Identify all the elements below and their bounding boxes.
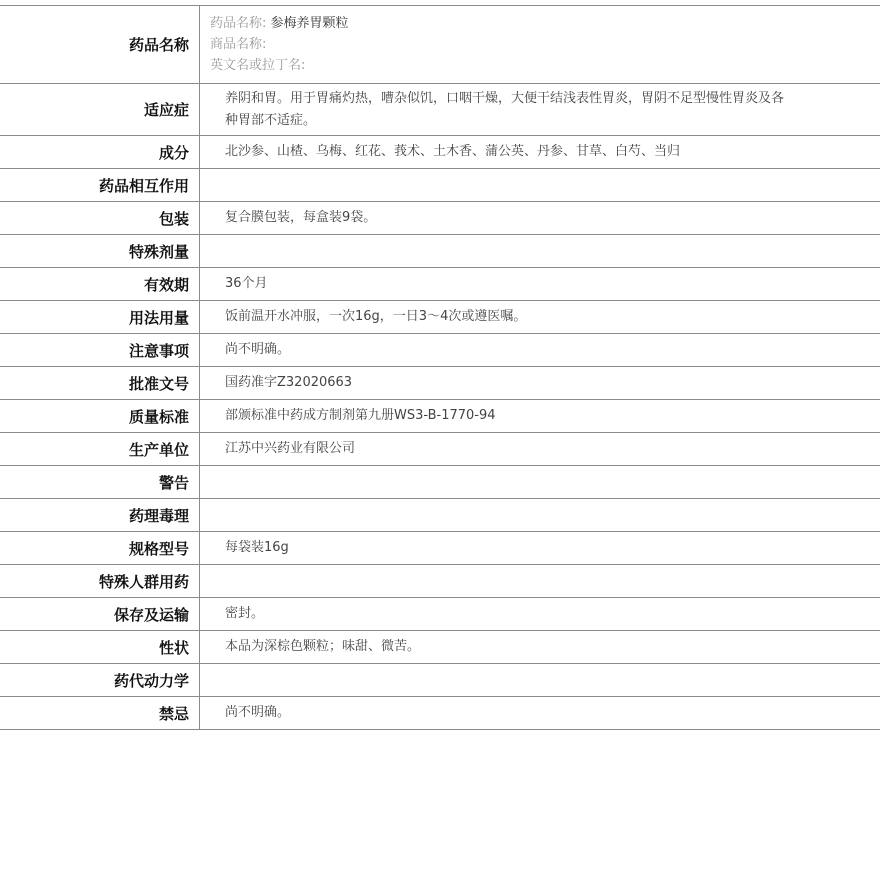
trade-name-key: 商品名称: [210, 37, 267, 52]
row-packaging [0, 202, 880, 235]
row-label: 性状 [0, 631, 200, 663]
row-manufacturer [0, 433, 880, 466]
row-precautions [0, 334, 880, 367]
row-label: 成分 [0, 136, 200, 168]
row-label: 生产单位 [0, 433, 200, 465]
row-label: 药品名称 [0, 6, 200, 83]
drug-info-table [0, 5, 880, 730]
english-name-key: 英文名或拉丁名: [210, 58, 306, 73]
row-label: 药代动力学 [0, 664, 200, 696]
row-label: 保存及运输 [0, 598, 200, 630]
row-indications [0, 84, 880, 136]
row-label: 注意事项 [0, 334, 200, 366]
row-label: 警告 [0, 466, 200, 498]
row-warning [0, 466, 880, 499]
row-value [200, 466, 880, 498]
row-value [200, 6, 880, 83]
row-value [200, 664, 880, 696]
row-value: 复合膜包装，每盒装9袋。 [225, 210, 377, 225]
row-storage-transport [0, 598, 880, 631]
row-label: 药品相互作用 [0, 169, 200, 201]
row-value [200, 565, 880, 597]
row-label: 特殊剂量 [0, 235, 200, 267]
row-pharmacology-toxicology [0, 499, 880, 532]
row-label: 禁忌 [0, 697, 200, 729]
row-contraindications [0, 697, 880, 730]
row-label: 药理毒理 [0, 499, 200, 531]
row-value: 36个月 [225, 276, 268, 291]
row-value: 尚不明确。 [225, 342, 291, 357]
row-pharmacokinetics [0, 664, 880, 697]
row-quality-standard [0, 400, 880, 433]
row-label: 有效期 [0, 268, 200, 300]
row-appearance [0, 631, 880, 664]
generic-name-key: 药品名称: [210, 16, 267, 31]
row-ingredients [0, 136, 880, 169]
row-approval-number [0, 367, 880, 400]
generic-name-line [210, 13, 349, 34]
row-value: 本品为深棕色颗粒；味甜、微苦。 [225, 639, 421, 654]
row-shelf-life [0, 268, 880, 301]
row-label: 质量标准 [0, 400, 200, 432]
row-specification [0, 532, 880, 565]
row-value: 饭前温开水冲服，一次16g，一日3～4次或遵医嘱。 [225, 309, 527, 324]
english-name-line [210, 55, 305, 76]
row-value: 密封。 [225, 606, 265, 621]
row-value: 国药准字Z32020663 [225, 375, 353, 390]
row-label: 适应症 [0, 84, 200, 135]
row-value: 部颁标准中药成方制剂第九册WS3-B-1770-94 [225, 408, 496, 423]
trade-name-line [210, 34, 266, 55]
row-value [200, 169, 880, 201]
row-value [200, 499, 880, 531]
row-special-populations [0, 565, 880, 598]
row-label: 规格型号 [0, 532, 200, 564]
row-value: 每袋装16g [225, 540, 289, 555]
row-drug-name [0, 6, 880, 84]
row-special-dosage [0, 235, 880, 268]
row-value [200, 235, 880, 267]
row-label: 包装 [0, 202, 200, 234]
row-value: 尚不明确。 [225, 705, 291, 720]
row-interactions [0, 169, 880, 202]
row-value: 养阴和胃。用于胃痛灼热，嘈杂似饥，口咽干燥，大便干结浅表性胃炎，胃阴不足型慢性胃炎及各种胃部不适症。 [225, 90, 785, 128]
row-usage-dosage [0, 301, 880, 334]
row-label: 批准文号 [0, 367, 200, 399]
row-label: 用法用量 [0, 301, 200, 333]
row-label: 特殊人群用药 [0, 565, 200, 597]
row-value: 北沙参、山楂、乌梅、红花、莪术、土木香、蒲公英、丹参、甘草、白芍、当归 [225, 144, 681, 159]
row-value: 江苏中兴药业有限公司 [225, 441, 356, 456]
generic-name-value: 参梅养胃颗粒 [270, 16, 349, 31]
